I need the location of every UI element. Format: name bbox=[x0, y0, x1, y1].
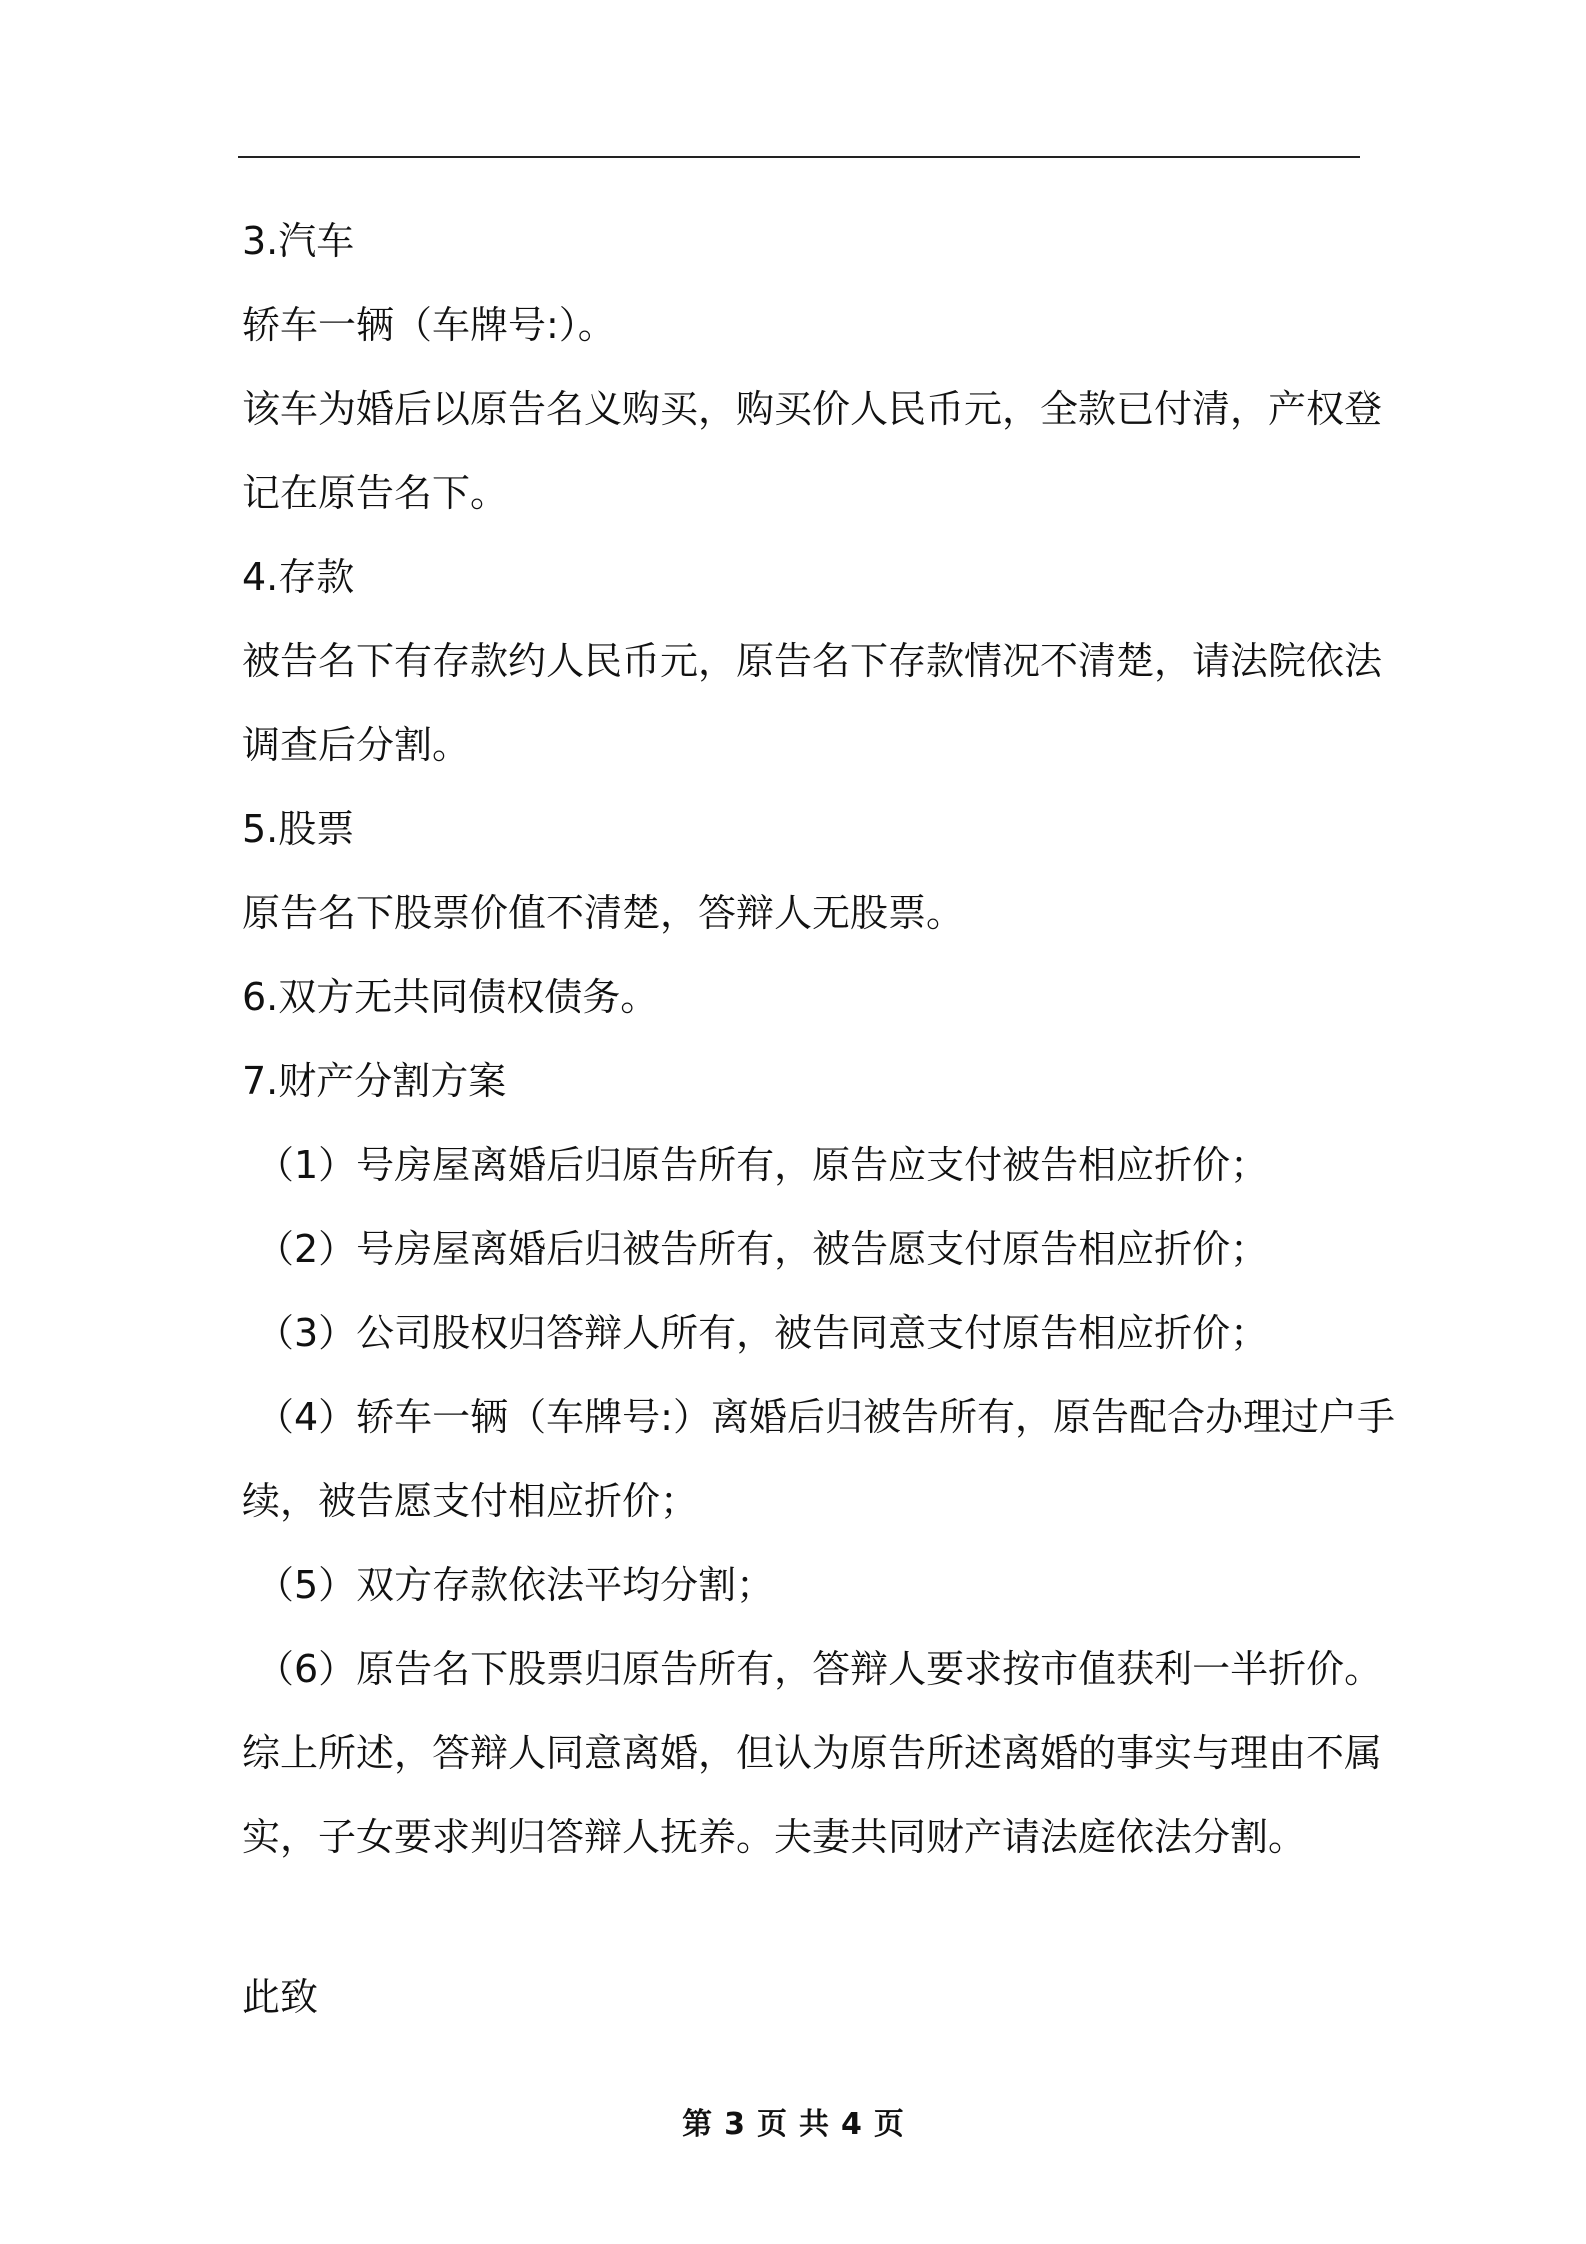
page-number: 3 bbox=[724, 2107, 745, 2142]
total-unit: 页 bbox=[873, 2107, 904, 2142]
summary-line-2: 实，子女要求判归答辩人抚养。夫妻共同财产请法庭依法分割。 bbox=[242, 1815, 1307, 1859]
header-rule bbox=[238, 156, 1360, 158]
plan-item: （2）号房屋离婚后归被告所有，被告愿支付原告相应折价； bbox=[256, 1227, 1269, 1271]
spacer bbox=[242, 1879, 1362, 1955]
plan-heading: 7.财产分割方案 bbox=[242, 1059, 507, 1103]
car-line: 轿车一辆（车牌号:）。 bbox=[242, 303, 616, 347]
total-label: 共 bbox=[799, 2107, 829, 2142]
plan-item: （3）公司股权归答辩人所有，被告同意支付原告相应折价； bbox=[256, 1311, 1269, 1355]
deposit-description-line-2: 调查后分割。 bbox=[242, 723, 471, 767]
deposit-heading: 4.存款 bbox=[242, 555, 355, 599]
summary-line-1: 综上所述，答辩人同意离婚，但认为原告所述离婚的事实与理由不属 bbox=[242, 1731, 1383, 1775]
document-body bbox=[242, 199, 1395, 2039]
debt-line: 6.双方无共同债权债务。 bbox=[242, 975, 659, 1019]
closing-salutation: 此致 bbox=[242, 1975, 319, 2019]
plan-item: （4）轿车一辆（车牌号:）离婚后归被告所有，原告配合办理过户手 bbox=[256, 1395, 1395, 1439]
page-footer bbox=[0, 2105, 1586, 2145]
car-description-line-1: 该车为婚后以原告名义购买，购买价人民币元，全款已付清，产权登 bbox=[242, 387, 1383, 431]
car-description-line-2: 记在原告名下。 bbox=[242, 471, 509, 515]
plan-item: （5）双方存款依法平均分割； bbox=[256, 1563, 775, 1607]
total-number: 4 bbox=[841, 2107, 862, 2142]
plan-item-continuation: 续，被告愿支付相应折价； bbox=[242, 1479, 699, 1523]
car-heading: 3.汽车 bbox=[242, 219, 355, 263]
page-unit: 页 bbox=[757, 2107, 787, 2142]
plan-item: （6）原告名下股票归原告所有，答辩人要求按市值获利一半折价。 bbox=[256, 1647, 1383, 1691]
deposit-description-line-1: 被告名下有存款约人民币元，原告名下存款情况不清楚，请法院依法 bbox=[242, 639, 1383, 683]
stock-description: 原告名下股票价值不清楚，答辩人无股票。 bbox=[242, 891, 965, 935]
stock-heading: 5.股票 bbox=[242, 807, 355, 851]
page-label: 第 bbox=[682, 2107, 713, 2142]
plan-item: （1）号房屋离婚后归原告所有，原告应支付被告相应折价； bbox=[256, 1143, 1269, 1187]
